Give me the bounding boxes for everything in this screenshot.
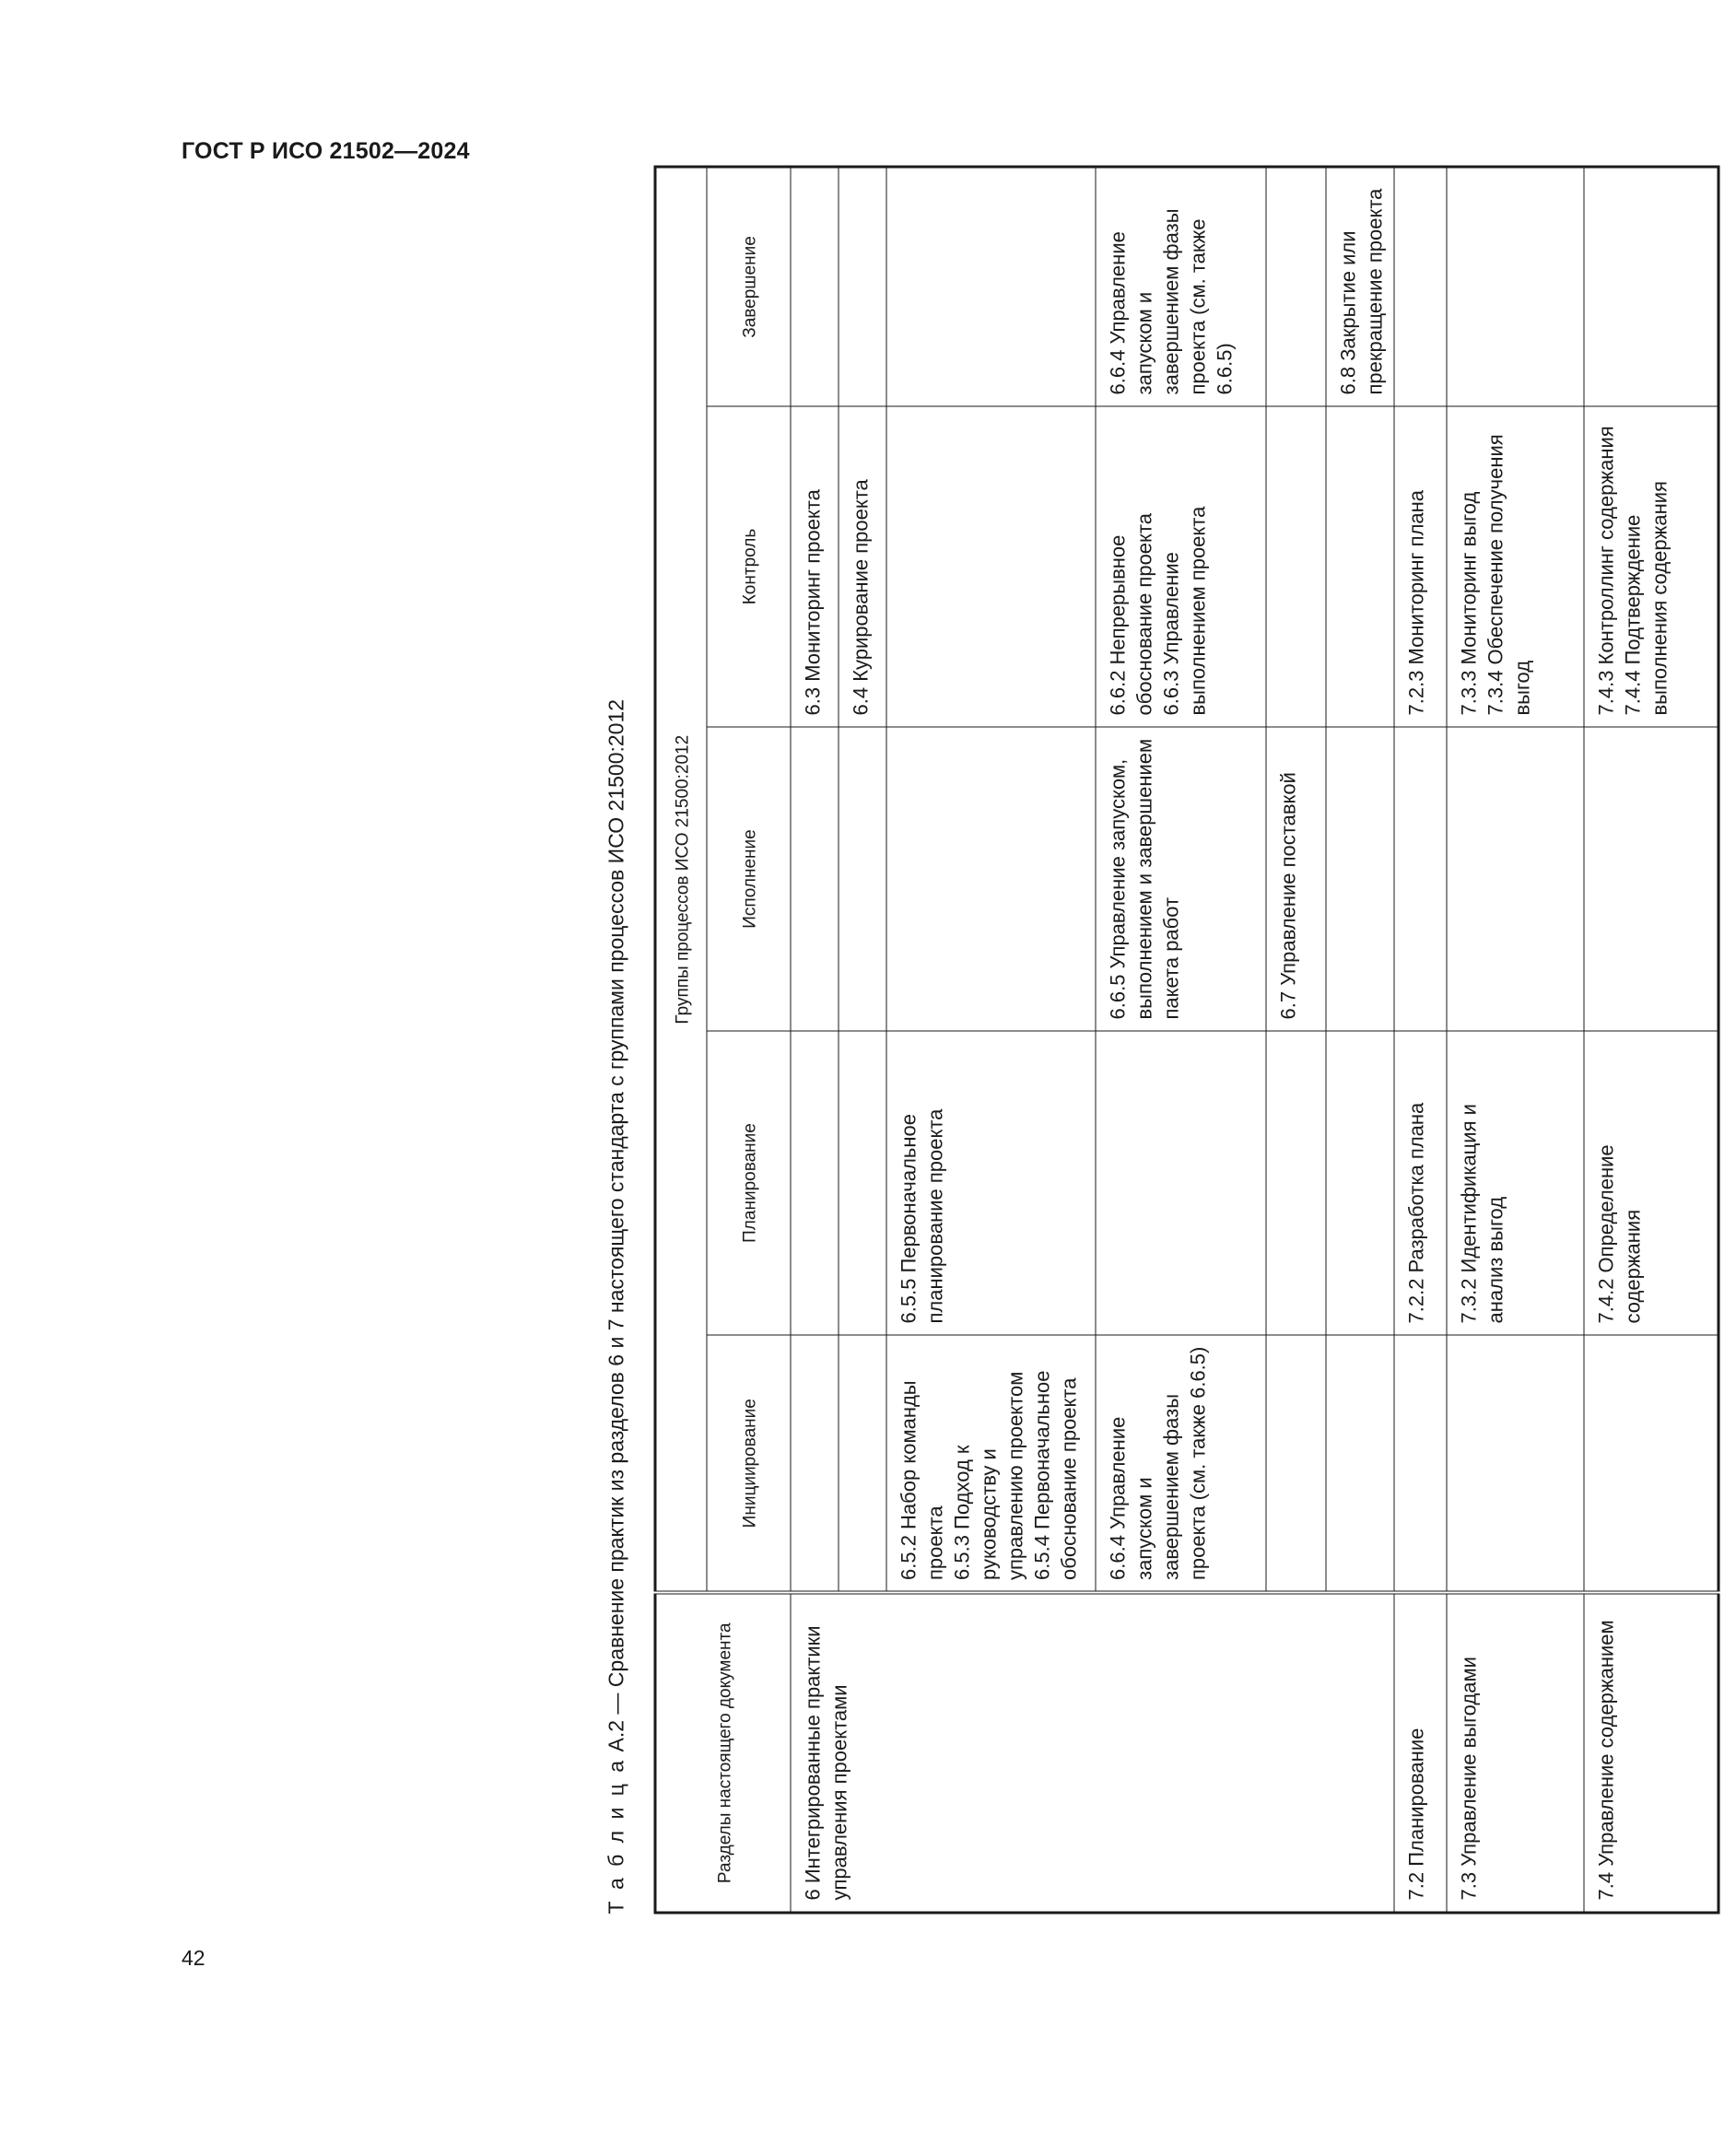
initiation-cell	[886, 1335, 1096, 1593]
control-cell: 6.4 Курирование проекта	[839, 406, 886, 727]
initiation-cell	[1447, 1335, 1584, 1593]
control-cell	[1447, 406, 1584, 727]
planning-cell	[839, 1031, 886, 1335]
cell-line: 6.5.4 Первоначальное обоснование проекта	[1030, 1370, 1081, 1580]
section-cell: 7.3 Управление выгодами	[1447, 1593, 1584, 1913]
table-row	[1394, 167, 1447, 1913]
cell-line: 6.6.3 Управление выполнением проекта	[1159, 506, 1210, 716]
document-header: ГОСТ Р ИСО 21502—2024	[182, 138, 470, 164]
closing-cell	[791, 167, 839, 406]
control-cell	[1096, 406, 1266, 727]
planning-cell	[791, 1031, 839, 1335]
closing-cell	[1266, 167, 1326, 406]
header-process-groups: Группы процессов ИСО 21500:2012	[655, 167, 707, 1593]
initiation-cell	[1394, 1335, 1447, 1593]
cell-line: 6.5.3 Подход к руководству и управлению проектом	[950, 1371, 1027, 1580]
table-caption-text: А.2 — Сравнение практик из разделов 6 и 7 настоящего стандарта с группами процессов ИСО 21500:2012	[604, 698, 628, 1752]
section-cell: 7.4 Управление содержанием	[1584, 1593, 1718, 1913]
control-cell	[1584, 406, 1718, 727]
cell-line: 6.6.2 Непрерывное обоснование проекта	[1106, 513, 1156, 716]
closing-cell	[1584, 167, 1718, 406]
initiation-cell	[839, 1335, 886, 1593]
rotated-table-block	[603, 188, 1736, 1915]
closing-cell: 6.6.4 Управление запуском и завершением фазы проекта (см. также 6.6.5)	[1096, 167, 1266, 406]
planning-cell: 7.4.2 Определение содержания	[1584, 1031, 1718, 1335]
closing-cell	[839, 167, 886, 406]
initiation-cell: 6.6.4 Управление запуском и завершением фазы проекта (см. также 6.6.5)	[1096, 1335, 1266, 1593]
execution-cell: 6.6.5 Управление запуском, выполнением и завершением пакета работ	[1096, 727, 1266, 1031]
control-cell	[1326, 406, 1394, 727]
header-control: Контроль	[707, 406, 791, 727]
closing-cell	[886, 167, 1096, 406]
control-cell	[886, 406, 1096, 727]
execution-cell: 6.7 Управление поставкой	[1266, 727, 1326, 1031]
table-row	[1584, 167, 1718, 1913]
cell-line: 7.4.4 Подтверждение выполнения содержания	[1621, 481, 1671, 716]
control-cell: 7.2.3 Мониторинг плана	[1394, 406, 1447, 727]
cell-line: 7.3.3 Мониторинг выгод	[1457, 491, 1481, 716]
planning-cell: 7.2.2 Разработка плана	[1394, 1031, 1447, 1335]
execution-cell	[1394, 727, 1447, 1031]
closing-cell: 6.8 Закрытие или прекращение проекта	[1326, 167, 1394, 406]
header-execution: Исполнение	[707, 727, 791, 1031]
table-caption	[603, 205, 630, 1915]
header-planning: Планирование	[707, 1031, 791, 1335]
cell-line: 7.3.4 Обеспечение получения выгод	[1484, 434, 1534, 716]
section-cell: 6 Интегрированные практики управления проектами	[791, 1593, 1394, 1913]
closing-cell	[1394, 167, 1447, 406]
initiation-cell	[1326, 1335, 1394, 1593]
table-row	[1447, 167, 1584, 1913]
table-caption-prefix: Т а б л и ц а	[604, 1757, 628, 1915]
execution-cell	[1584, 727, 1718, 1031]
header-closing: Завершение	[707, 167, 791, 406]
execution-cell	[791, 727, 839, 1031]
cell-line: 7.4.3 Контроллинг содержания	[1594, 426, 1618, 716]
planning-cell: 6.5.5 Первоначальное планирование проекта	[886, 1031, 1096, 1335]
execution-cell	[1447, 727, 1584, 1031]
initiation-cell	[1266, 1335, 1326, 1593]
control-cell	[1266, 406, 1326, 727]
execution-cell	[886, 727, 1096, 1031]
table-row	[791, 167, 839, 1913]
execution-cell	[839, 727, 886, 1031]
header-initiation: Инициирование	[707, 1335, 791, 1593]
header-sections: Разделы настоящего документа	[655, 1593, 791, 1913]
execution-cell	[1326, 727, 1394, 1031]
section-cell: 7.2 Планирование	[1394, 1593, 1447, 1913]
planning-cell: 7.3.2 Идентификация и анализ выгод	[1447, 1031, 1584, 1335]
control-cell: 6.3 Мониторинг проекта	[791, 406, 839, 727]
comparison-table	[654, 165, 1720, 1914]
page-number: 42	[182, 1946, 205, 1970]
initiation-cell	[791, 1335, 839, 1593]
planning-cell	[1266, 1031, 1326, 1335]
initiation-cell	[1584, 1335, 1718, 1593]
planning-cell	[1326, 1031, 1394, 1335]
planning-cell	[1096, 1031, 1266, 1335]
closing-cell	[1447, 167, 1584, 406]
cell-line: 6.5.2 Набор команды проекта	[897, 1380, 947, 1580]
